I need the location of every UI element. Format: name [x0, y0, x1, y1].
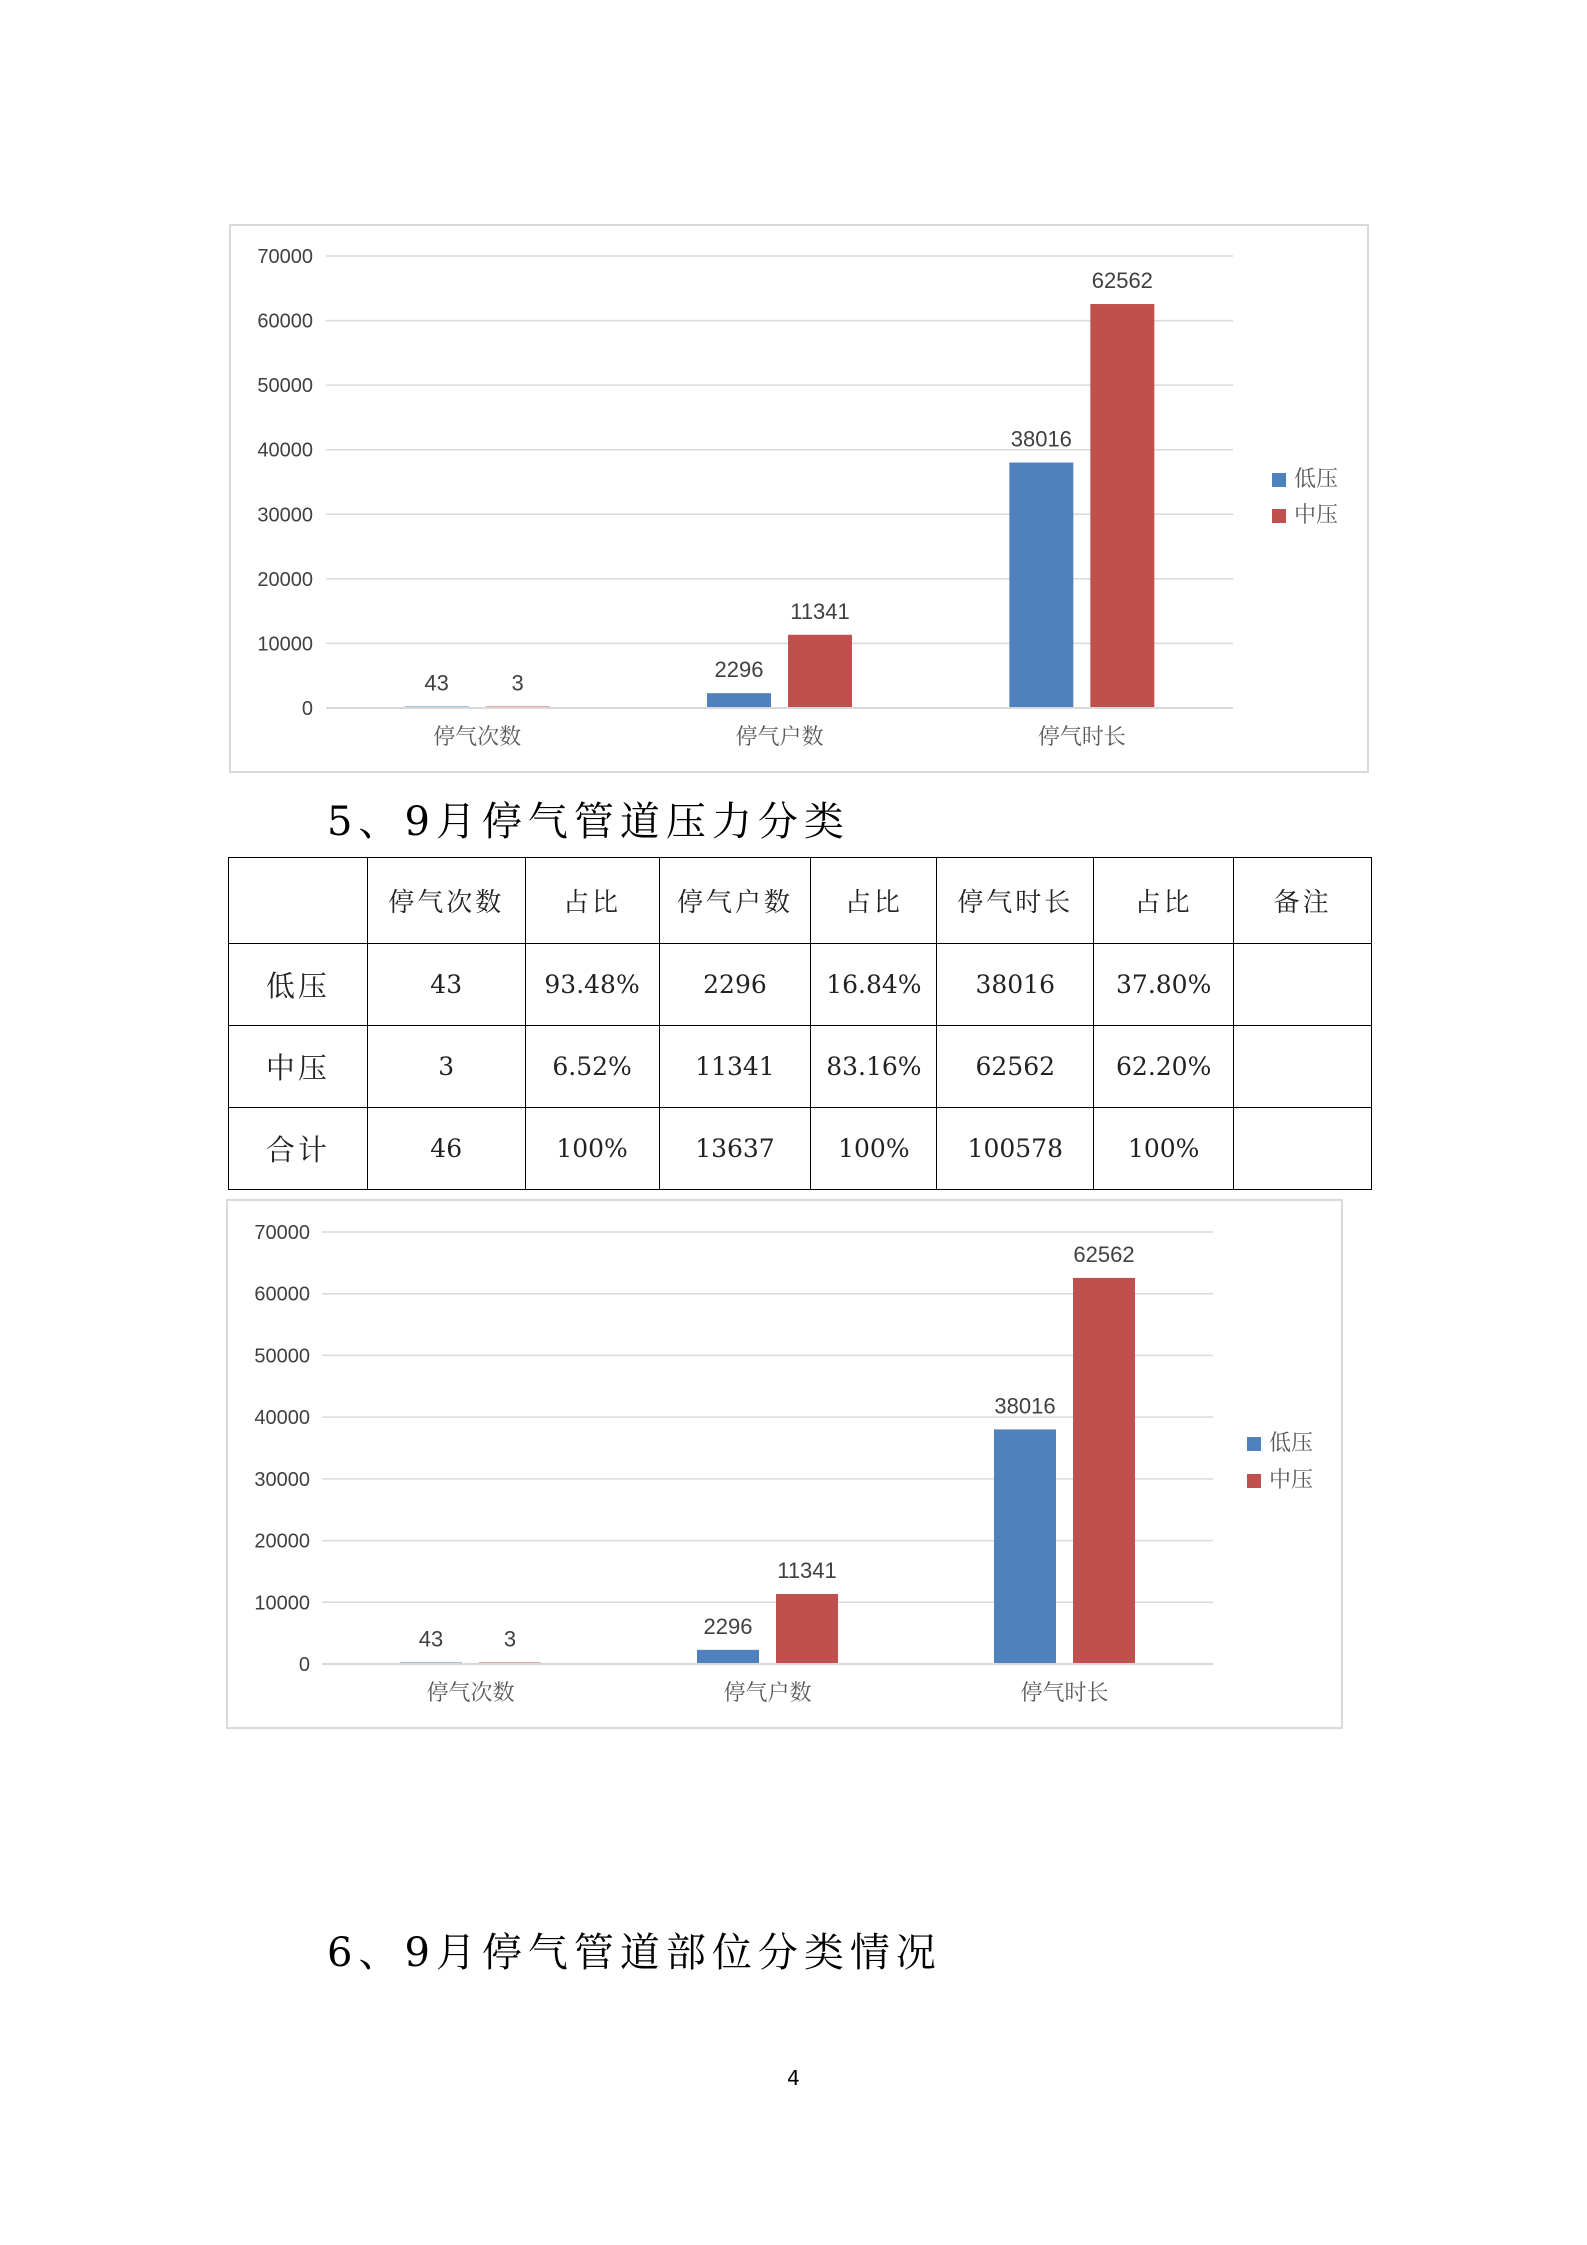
bar — [697, 1650, 759, 1664]
y-tick-label: 50000 — [257, 375, 313, 398]
y-tick-label: 20000 — [254, 1530, 310, 1553]
legend-swatch — [1272, 473, 1286, 487]
table-header-cell: 备注 — [1234, 858, 1372, 944]
table-header-cell: 停气时长 — [937, 858, 1094, 944]
row-label: 合计 — [229, 1108, 368, 1190]
table-cell: 16.84% — [811, 944, 937, 1026]
bar — [1009, 463, 1073, 708]
table-cell — [1234, 1108, 1372, 1190]
bar — [1090, 304, 1154, 708]
table-cell — [1234, 1026, 1372, 1108]
section6-heading: 6、9月停气管道部位分类情况 — [327, 1930, 942, 1976]
table-cell — [1234, 944, 1372, 1026]
chart-2-svg — [228, 1201, 1345, 1731]
section5-heading: 5、9月停气管道压力分类 — [327, 799, 850, 845]
data-label: 43 — [418, 1626, 444, 1652]
table-cell: 100% — [811, 1108, 937, 1190]
table-cell: 13637 — [659, 1108, 811, 1190]
x-tick-label: 停气时长 — [1020, 1680, 1109, 1705]
bar — [994, 1429, 1056, 1664]
table-cell: 83.16% — [811, 1026, 937, 1108]
y-tick-label: 40000 — [257, 439, 313, 462]
legend-swatch — [1247, 1474, 1261, 1488]
table-cell: 2296 — [659, 944, 811, 1026]
data-label: 11341 — [790, 598, 850, 624]
legend-swatch — [1247, 1437, 1261, 1451]
bar — [1073, 1278, 1135, 1664]
y-tick-label: 10000 — [257, 633, 313, 656]
data-label: 3 — [511, 670, 524, 696]
y-tick-label: 30000 — [257, 504, 313, 527]
table-cell: 100578 — [937, 1108, 1094, 1190]
data-label: 2296 — [714, 657, 764, 683]
data-label: 38016 — [994, 1393, 1056, 1419]
table-cell: 11341 — [659, 1026, 811, 1108]
y-tick-label: 60000 — [257, 310, 313, 333]
data-label: 3 — [503, 1626, 517, 1652]
table-header-cell: 停气次数 — [367, 858, 525, 944]
page-number: 4 — [787, 2066, 800, 2090]
table-header-row — [229, 858, 1372, 944]
table-cell: 62.20% — [1094, 1026, 1234, 1108]
x-tick-label: 停气次数 — [426, 1680, 515, 1705]
y-tick-label: 20000 — [257, 568, 313, 591]
legend-label: 中压 — [1294, 502, 1339, 527]
chart-2 — [226, 1199, 1343, 1729]
y-tick-label: 40000 — [254, 1407, 310, 1430]
table-cell: 43 — [367, 944, 525, 1026]
y-tick-label: 0 — [301, 698, 313, 720]
table-cell: 100% — [525, 1108, 659, 1190]
bar — [776, 1594, 838, 1664]
row-label: 低压 — [229, 944, 368, 1026]
table-cell: 62562 — [937, 1026, 1094, 1108]
bar — [707, 693, 771, 708]
data-label: 38016 — [1010, 426, 1072, 452]
legend-label: 低压 — [1269, 1430, 1314, 1455]
legend-label: 中压 — [1269, 1467, 1314, 1492]
table-header-cell: 占比 — [811, 858, 937, 944]
table-header-cell: 占比 — [1094, 858, 1234, 944]
data-label: 62562 — [1073, 1241, 1135, 1267]
table-cell: 6.52% — [525, 1026, 659, 1108]
table-header-cell: 占比 — [525, 858, 659, 944]
data-label: 11341 — [777, 1558, 837, 1584]
x-tick-label: 停气户数 — [735, 724, 824, 749]
table-header-cell: 停气户数 — [659, 858, 811, 944]
table-row — [229, 1108, 1372, 1190]
x-tick-label: 停气户数 — [723, 1680, 812, 1705]
y-tick-label: 0 — [298, 1654, 310, 1676]
y-tick-label: 50000 — [254, 1345, 310, 1368]
y-tick-label: 30000 — [254, 1468, 310, 1491]
data-label: 62562 — [1091, 268, 1153, 294]
x-tick-label: 停气时长 — [1037, 724, 1126, 749]
row-label: 中压 — [229, 1026, 368, 1108]
data-label: 43 — [424, 670, 449, 696]
chart-1-svg — [231, 226, 1371, 775]
pressure-table — [228, 857, 1372, 1190]
x-tick-label: 停气次数 — [433, 724, 522, 749]
table-row — [229, 1026, 1372, 1108]
y-tick-label: 70000 — [254, 1222, 310, 1244]
table-row — [229, 944, 1372, 1026]
chart-1 — [229, 224, 1369, 773]
y-tick-label: 10000 — [254, 1592, 310, 1615]
table-cell: 37.80% — [1094, 944, 1234, 1026]
table-cell: 38016 — [937, 944, 1094, 1026]
table-cell: 46 — [367, 1108, 525, 1190]
y-tick-label: 70000 — [257, 246, 313, 268]
y-tick-label: 60000 — [254, 1283, 310, 1306]
table-header-cell — [229, 858, 368, 944]
legend-label: 低压 — [1294, 466, 1339, 491]
legend-swatch — [1272, 509, 1286, 523]
table-cell: 100% — [1094, 1108, 1234, 1190]
table-cell: 93.48% — [525, 944, 659, 1026]
table-cell: 3 — [367, 1026, 525, 1108]
data-label: 2296 — [703, 1613, 753, 1639]
bar — [788, 635, 852, 708]
